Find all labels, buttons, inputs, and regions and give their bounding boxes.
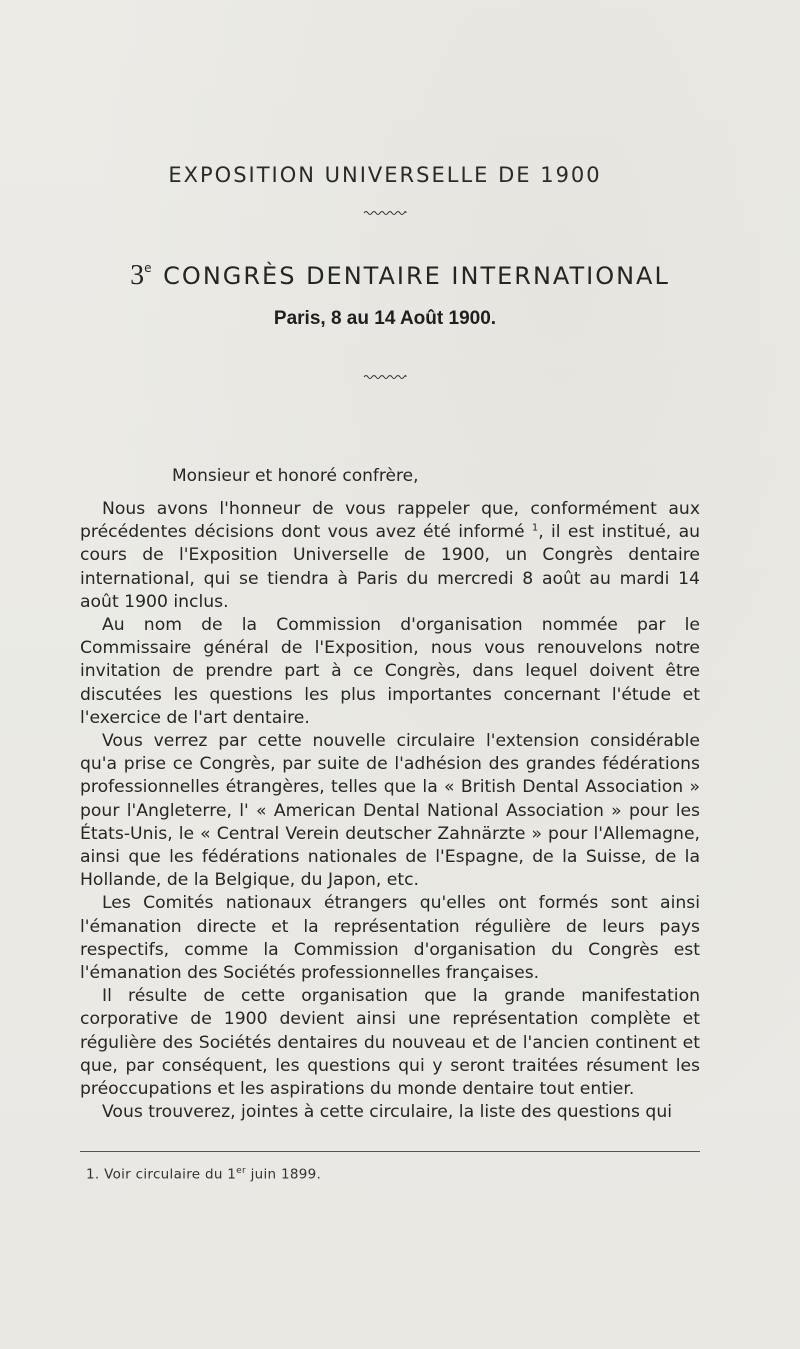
footnote-text-b: juin 1899. (246, 1166, 322, 1183)
paragraph-1-text-a: Nous avons l'honneur de vous rappeler que, conformément aux précédentes décisions dont vous avez été informé (80, 499, 700, 543)
footnote-text-a: Voir circulaire du 1 (104, 1166, 237, 1183)
paragraph-2: Au nom de la Commission d'organisation nommée par le Commissaire général de l'Exposition, nous vous renouvelons notre invitation de prendre part à ce Congrès, dans lequel doivent être discutées les questions les plus importantes concernant l'étude et l'exercice de l'art dentaire. (80, 615, 700, 728)
paragraph-3: Vous verrez par cette nouvelle circulaire l'extension considérable qu'a prise ce Congrès, par suite de l'adhésion des grandes fédérations professionnelles étrangères, telles que la « British Dental Association » pour l'Angleterre, l' « American Dental National Association » pour les États-Unis, le « Central Verein deutscher Zahnärzte » pour l'Allemagne, ainsi que les fédérations nationales de l'Espagne, de la Suisse, de la Hollande, de la Belgique, du Japon, etc. (80, 731, 700, 891)
paragraph-1-text-b: , il est institué, au cours de l'Exposition Universelle de 1900, un Congrès dentaire international, qui se tiendra à Paris du mercredi 8 août au mardi 14 août 1900 inclus. (80, 522, 700, 612)
footnote (86, 1166, 321, 1183)
congress-title (0, 260, 800, 292)
wavy-ornament-top (0, 209, 770, 217)
wavy-ornament-icon (363, 209, 407, 217)
paragraph-4: Les Comités nationaux étrangers qu'elles ont formés sont ainsi l'émanation directe et la représentation régulière de leurs pays respectifs, comme la Commission d'organisation du Congrès est l'émanation des Sociétés professionnelles françaises. (80, 893, 700, 984)
paragraph-5: Il résulte de cette organisation que la grande manifestation corporative de 1900 devient ainsi une représentation complète et régulière des Sociétés dentaires du nouveau et de l'ancien continent et que, par conséquent, les questions qui y seront traitées résument les préoccupations et les aspirations du monde dentaire tout entier. (80, 986, 700, 1100)
footnote-superscript: er (236, 1166, 246, 1176)
wavy-ornament-middle (0, 373, 770, 381)
footnote-divider (80, 1151, 700, 1152)
wavy-ornament-icon (363, 373, 407, 381)
letter-salutation: Monsieur et honoré confrère, (172, 466, 419, 486)
paragraph-1 (80, 498, 700, 614)
exposition-header: EXPOSITION UNIVERSELLE DE 1900 (168, 163, 602, 187)
footnote-marker: 1. (86, 1166, 100, 1183)
congress-dates: Paris, 8 au 14 Août 1900. (273, 308, 497, 329)
congress-number: 3 (130, 260, 145, 291)
paragraph-6: Vous trouverez, jointes à cette circulaire, la liste des questions qui (102, 1102, 673, 1123)
letter-body (80, 498, 700, 1124)
congress-ordinal-suffix: e (144, 261, 152, 275)
footnote-reference: 1 (531, 522, 539, 534)
congress-name: CONGRÈS DENTAIRE INTERNATIONAL (163, 262, 670, 290)
